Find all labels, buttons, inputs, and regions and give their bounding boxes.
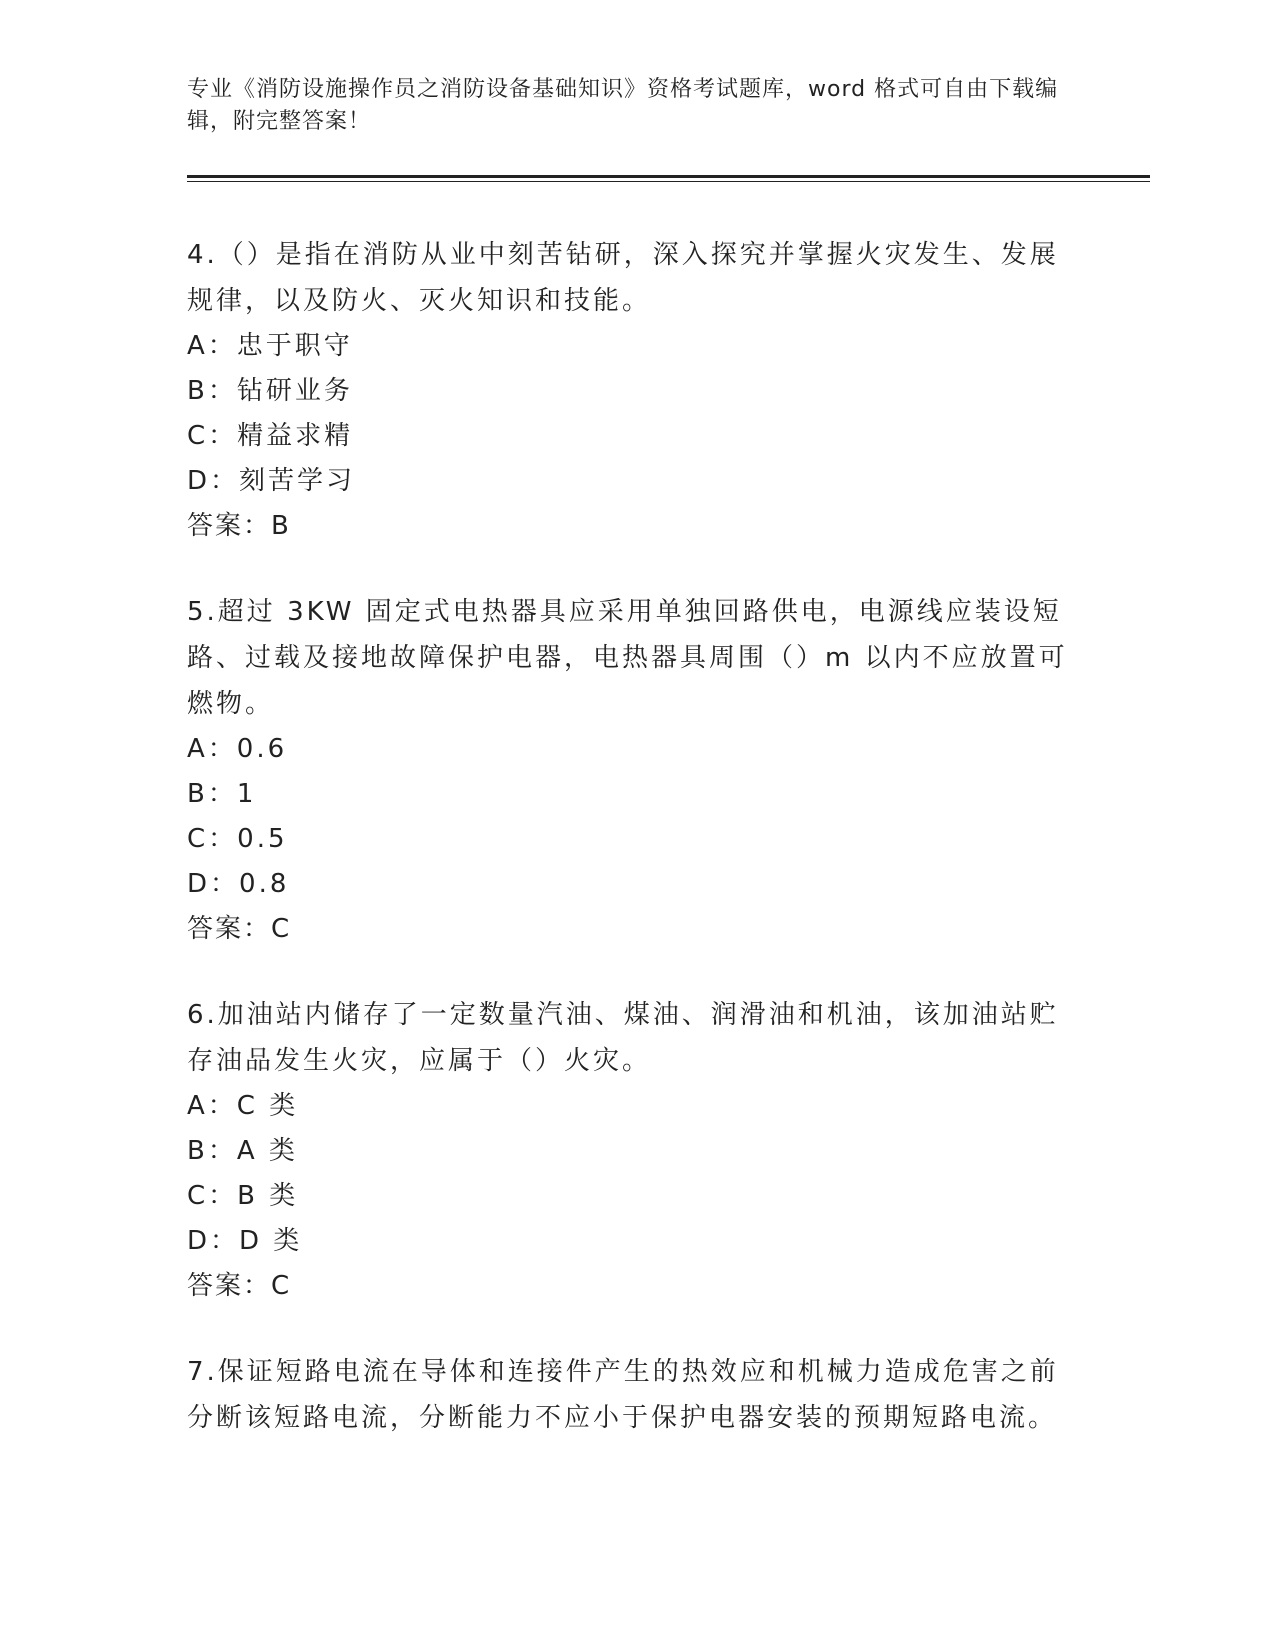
option-d: D：刻苦学习 [187, 466, 356, 496]
answer: 答案：C [187, 1271, 292, 1301]
question-stem: 5.超过 3KW 固定式电热器具应采用单独回路供电，电源线应装设短路、过载及接地故障保护电器，电热器具周围（）m 以内不应放置可燃物。 [187, 597, 1068, 719]
question-7 [187, 1349, 1087, 1441]
option-b: B：钻研业务 [187, 376, 353, 406]
option-c: C：0.5 [187, 824, 288, 854]
option-c: C：精益求精 [187, 421, 354, 451]
question-5 [187, 589, 1087, 952]
answer: 答案：C [187, 914, 292, 944]
option-a: A：忠于职守 [187, 331, 353, 361]
question-list [187, 232, 1087, 1481]
header-rule-thick [187, 175, 1150, 178]
option-d: D：D 类 [187, 1226, 303, 1256]
question-stem: 7.保证短路电流在导体和连接件产生的热效应和机械力造成危害之前分断该短路电流，分断能力不应小于保护电器安装的预期短路电流。 [187, 1357, 1059, 1433]
question-6 [187, 992, 1087, 1309]
question-stem: 4.（）是指在消防从业中刻苦钻研，深入探究并掌握火灾发生、发展规律，以及防火、灭火知识和技能。 [187, 240, 1059, 316]
option-b: B：1 [187, 779, 257, 809]
option-d: D：0.8 [187, 869, 290, 899]
document-header: 专业《消防设施操作员之消防设备基础知识》资格考试题库，word 格式可自由下载编辑，附完整答案！ [187, 77, 1059, 134]
option-a: A：0.6 [187, 734, 288, 764]
option-c: C：B 类 [187, 1181, 299, 1211]
option-b: B：A 类 [187, 1136, 298, 1166]
answer: 答案：B [187, 511, 291, 541]
option-a: A：C 类 [187, 1091, 299, 1121]
question-stem: 6.加油站内储存了一定数量汽油、煤油、润滑油和机油，该加油站贮存油品发生火灾，应属于（）火灾。 [187, 1000, 1059, 1076]
header-rule-thin [187, 181, 1150, 182]
question-4 [187, 232, 1087, 549]
